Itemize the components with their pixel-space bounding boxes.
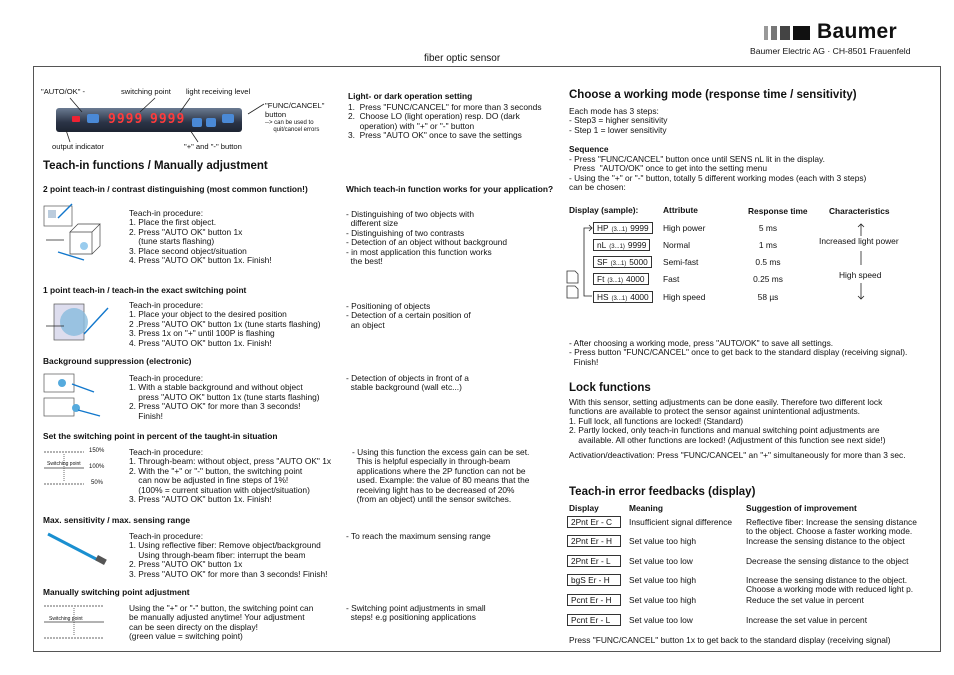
errors-col-suggestion: Suggestion of improvement xyxy=(746,503,857,513)
fiber-cable-icon xyxy=(44,530,114,568)
brand-company: Baumer Electric AG · CH-8501 Frauenfeld xyxy=(750,46,911,56)
section-application: - Distinguishing of two objects with different size - Distinguishing of two contrasts - Detection of an object without background - in most application this function works the best! xyxy=(346,209,508,267)
section-procedure: Teach-in procedure: 1. Place the first object. 2. Press "AUTO OK" button 1x (tune starts flashing) 3. Place second object/situation 4. Press "AUTO OK" button 1x. Finish! xyxy=(129,208,272,266)
mode-col-display: Display (sample): xyxy=(569,205,639,215)
mode-response: 1 ms xyxy=(758,240,778,250)
mode-bracket xyxy=(578,222,594,302)
mode-display-box xyxy=(593,291,653,303)
percent-150: 150% xyxy=(89,448,105,454)
teach-heading: Teach-in functions / Manually adjustment xyxy=(43,160,268,172)
section-application: - Positioning of objects - Detection of a certain position of an object xyxy=(346,301,471,330)
error-code-box: 2Pnt Er - L xyxy=(567,555,621,567)
mode-steps: (3...1) xyxy=(611,296,628,302)
error-meaning: Insufficient signal difference xyxy=(629,517,733,527)
mode-response: 58 µs xyxy=(757,292,779,302)
percent-50: 50% xyxy=(91,480,104,486)
mode-col-response: Response time xyxy=(748,206,808,216)
section-procedure: Using the "+" or "-" button, the switching point can be manually adjusted anytime! Your adjustment can be seen directy on the display! (green value = switching point) xyxy=(129,603,314,642)
section-procedure: Teach-in procedure: 1. Place your object to the desired position 2 .Press "AUTO OK" button 1x (tune starts flashing) 3. Press 1x on "+" until 100P is flashing 4. Press "AUTO OK" button 1x. Finish! xyxy=(129,300,321,348)
errors-col-meaning: Meaning xyxy=(629,503,663,513)
mode-attribute: Semi-fast xyxy=(663,257,699,267)
label-switching-point: switching point xyxy=(121,87,171,96)
section-title: Manually switching point adjustment xyxy=(43,587,190,597)
mode-steps: (3...1) xyxy=(610,261,627,267)
error-meaning: Set value too low xyxy=(629,615,693,625)
switching-point-label: Switching point xyxy=(47,461,81,467)
section-title: 1 point teach-in / teach-in the exact switching point xyxy=(43,285,247,295)
mode-intro: Each mode has 3 steps: - Step3 = higher sensitivity - Step 1 = lower sensitivity xyxy=(569,106,668,135)
characteristics-arrows xyxy=(856,223,866,303)
mode-display-box xyxy=(593,239,650,251)
section-procedure: Teach-in procedure: 1. Using reflective fiber: Remove object/background Using through-beam fiber: interrupt the beam 2. Press "AUTO OK" button 1x 3. Press "AUTO OK" for more than 3 seconds! Finish! xyxy=(129,531,328,579)
errors-heading: Teach-in error feedbacks (display) xyxy=(569,486,756,498)
mode-value: 9999 xyxy=(627,240,647,250)
mode-display-box xyxy=(593,222,653,234)
page-icons xyxy=(566,270,580,300)
display-left: 9999 xyxy=(108,112,144,127)
brand-name: Baumer xyxy=(817,20,897,43)
mode-value: 4000 xyxy=(626,274,645,284)
percent-diagram xyxy=(44,450,112,486)
contrast-sketch-icon xyxy=(42,202,112,272)
error-code-box: bgS Er - H xyxy=(567,574,621,586)
mode-code: HP xyxy=(597,223,609,233)
error-meaning: Set value too high xyxy=(629,595,697,605)
switching-point-label: Switching point xyxy=(49,616,83,622)
mode-code: HS xyxy=(597,292,609,302)
mode-attribute: Normal xyxy=(663,240,690,250)
background-sketch-icon xyxy=(42,372,112,420)
section-title: Max. sensitivity / max. sensing range xyxy=(43,515,191,525)
error-code-box: Pcnt Er - H xyxy=(567,594,621,606)
section-procedure: Teach-in procedure: 1. Through-beam: without object, press "AUTO OK" 1x 2. With the "+" or "-" button, the switching point can now be adjusted in fine steps of 1%! (100% = current situation with object/situation) 3. Press "AUTO OK" button 1x. Finish! xyxy=(129,447,332,505)
label-auto-ok: "AUTO/OK" - xyxy=(41,87,86,96)
sequence-text: - Press "FUNC/CANCEL" button once until SENS nL lit in the display. Press "AUTO/OK" once to get into the setting menu - Using the "+" or "-" button, totally 5 different working modes (each with 3 steps) can be chosen: xyxy=(569,154,867,193)
mode-response: 0.5 ms xyxy=(755,257,781,267)
mode-attribute: Fast xyxy=(663,274,680,284)
mode-attribute: High speed xyxy=(663,292,706,302)
error-code-box: 2Pnt Er - C xyxy=(567,516,621,528)
mode-display-box xyxy=(593,273,649,285)
manual-scale-icon xyxy=(44,604,108,640)
label-func-note: --> can be used to quit/cancel errors xyxy=(265,120,320,133)
positioning-sketch-icon xyxy=(44,298,114,346)
error-suggestion: Increase the sensing distance to the object xyxy=(746,536,905,546)
char-down: High speed xyxy=(839,270,882,280)
mode-response: 5 ms xyxy=(758,223,778,233)
mode-response: 0.25 ms xyxy=(753,274,783,284)
light-dark-steps: 1. Press "FUNC/CANCEL" for more than 3 seconds 2. Choose LO (light operation) resp. DO (dark operation) with "+" or "-" button 3. Press "AUTO OK" once to save the settings xyxy=(348,102,542,141)
light-dark-heading: Light- or dark operation setting xyxy=(348,91,473,101)
mode-steps: (3...1) xyxy=(609,244,625,250)
mode-value: 5000 xyxy=(629,257,648,267)
section-procedure: Teach-in procedure: 1. With a stable background and without object press "AUTO OK" button 1x (tune starts flashing) 2. Press "AUTO OK" for more than 3 seconds! Finish! xyxy=(129,373,320,421)
char-up: Increased light power xyxy=(819,236,899,246)
which-heading: Which teach-in function works for your application? xyxy=(346,184,554,194)
label-func-cancel: "FUNC/CANCEL" xyxy=(265,101,325,110)
error-meaning: Set value too low xyxy=(629,556,693,566)
lock-heading: Lock functions xyxy=(569,382,651,394)
mode-after: - After choosing a working mode, press "AUTO/OK" to save all settings. - Press button "FUNC/CANCEL" once to get back to the standard display (receiving signal). Finish! xyxy=(569,338,908,367)
error-suggestion: Increase the set value in percent xyxy=(746,615,868,625)
lock-activation: Activation/deactivation: Press "FUNC/CANCEL" an "+" simultaneously for more than 3 sec. xyxy=(569,450,906,460)
display-right: 9999 xyxy=(150,112,186,127)
mode-code: SF xyxy=(597,257,608,267)
error-meaning: Set value too high xyxy=(629,575,697,585)
error-code-box: 2Pnt Er - H xyxy=(567,535,621,547)
mode-heading: Choose a working mode (response time / sensitivity) xyxy=(569,89,857,101)
label-func-button: button xyxy=(265,110,287,119)
mode-col-attribute: Attribute xyxy=(663,205,698,215)
sequence-title: Sequence xyxy=(569,144,609,154)
error-suggestion: Reduce the set value in percent xyxy=(746,595,864,605)
section-application: - Using this function the excess gain can be set. This is helpful especially in through-beam applications where the 2P function can not be used. Example: the value of 80 means that the receiving light has to be decreased of 20% (from an object) until the sensor switches. xyxy=(352,447,530,505)
mode-code: Ft xyxy=(597,274,605,284)
brand-logo xyxy=(764,24,812,47)
mode-code: nL xyxy=(597,240,607,250)
error-meaning: Set value too high xyxy=(629,536,697,546)
percent-scale-icon xyxy=(44,450,88,486)
lock-text: With this sensor, setting adjustments can be done easily. Therefore two different lock functions are available to protect the sensor against unintentional adjustments. 1. Full lock, all functions are locked! (Standard) 2. Partly locked, only teach-in functions and manual switching point adjustments are available. All other functions are locked! (Adjustment of this function see next side!) xyxy=(569,397,886,445)
mode-value: 9999 xyxy=(630,223,649,233)
section-application: - To reach the maximum sensing range xyxy=(346,531,491,541)
errors-col-display: Display xyxy=(569,503,599,513)
mode-display-box xyxy=(593,256,652,268)
section-title: Set the switching point in percent of the taught-in situation xyxy=(43,431,278,441)
label-light-level: light receiving level xyxy=(186,87,251,96)
doc-title: fiber optic sensor xyxy=(424,53,501,64)
mode-attribute: High power xyxy=(663,223,706,233)
error-suggestion: Increase the sensing distance to the object. Choose a working mode with reduced light p. xyxy=(746,575,914,595)
error-suggestion: Reflective fiber: Increase the sensing distance to the object. Choose a faster working mode. xyxy=(746,517,917,537)
section-title: Background suppression (electronic) xyxy=(43,356,192,366)
section-application: - Switching point adjustments in small steps! e.g positioning applications xyxy=(346,603,486,623)
section-title: 2 point teach-in / contrast distinguishing (most common function!) xyxy=(43,184,308,194)
baumer-logo-mark xyxy=(764,24,812,42)
label-output-indicator: output indicator xyxy=(52,142,104,151)
label-plus-minus: "+" and "-" button xyxy=(184,142,242,151)
errors-footer: Press "FUNC/CANCEL" button 1x to get back to the standard display (receiving signal) xyxy=(569,635,891,645)
mode-steps: (3...1) xyxy=(611,227,628,233)
percent-100: 100% xyxy=(89,464,105,470)
section-application: - Detection of objects in front of a stable background (wall etc...) xyxy=(346,373,469,393)
mode-col-characteristics: Characteristics xyxy=(829,206,890,216)
manual-diagram xyxy=(44,604,112,640)
device-callout-lines xyxy=(40,92,300,152)
mode-value: 4000 xyxy=(630,292,649,302)
mode-steps: (3...1) xyxy=(607,278,624,284)
error-suggestion: Decrease the sensing distance to the object xyxy=(746,556,909,566)
error-code-box: Pcnt Er - L xyxy=(567,614,621,626)
